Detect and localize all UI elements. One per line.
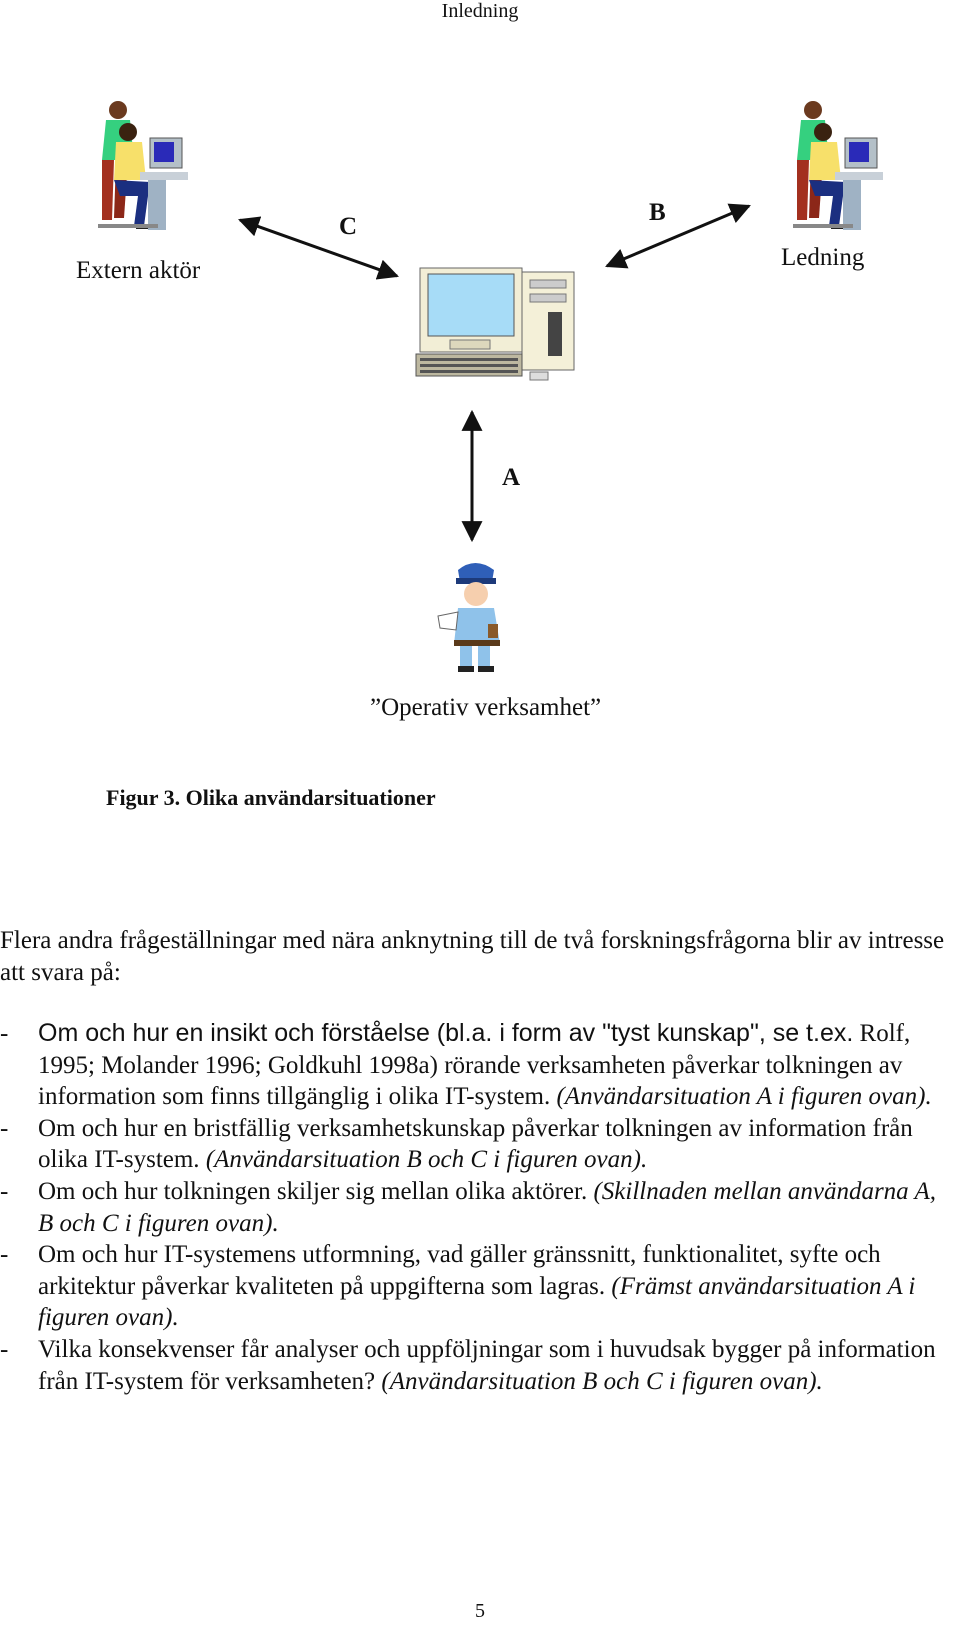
- label-ledning: Ledning: [781, 244, 865, 271]
- list-item-reference: (Skillnaden mellan användarna A, B och C i figuren ovan).: [38, 1177, 936, 1237]
- label-extern-aktor: Extern aktör: [76, 257, 201, 284]
- list-item-text: Om och hur IT-systemens utformning, vad gäller gränssnitt, funktionalitet, syfte och arkitektur påverkar kvaliteten på uppgifterna som lagras.: [38, 1241, 881, 1300]
- list-item-reference: (Användarsituation A i figuren ovan).: [556, 1083, 932, 1111]
- page-header: Inledning: [441, 0, 519, 22]
- desktop-computer-icon: [416, 268, 574, 380]
- intro-paragraph: Flera andra frågeställningar med nära anknytning till de två forskningsfrågorna blir av intresse att svara på:: [0, 927, 945, 986]
- list-dash: -: [0, 1335, 9, 1363]
- list-item-reference: (Användarsituation B och C i figuren ovan).: [205, 1146, 648, 1174]
- list-dash: -: [0, 1114, 9, 1142]
- label-c: C: [339, 213, 358, 240]
- figure-caption: Figur 3. Olika användarsituationer: [106, 785, 436, 810]
- label-operativ-verksamhet: ”Operativ verksamhet”: [370, 694, 602, 721]
- arrow-b: [607, 206, 749, 266]
- list-item: [0, 1018, 955, 1113]
- people-at-computer-icon: [98, 101, 188, 230]
- list-item-text: Om och hur en bristfällig verksamhetskunskap påverkar tolkningen av information från olika IT-system.: [38, 1114, 913, 1174]
- list-item-text: Vilka konsekvenser får analyser och uppföljningar som i huvudsak bygger på information från IT-system för verksamheten?: [38, 1335, 936, 1395]
- arrow-c: [240, 220, 397, 276]
- people-at-computer-icon: [793, 101, 883, 230]
- label-a: A: [502, 464, 521, 491]
- list-dash: -: [0, 1177, 9, 1205]
- list-item-text: Om och hur tolkningen skiljer sig mellan olika aktörer.: [38, 1177, 594, 1205]
- usage-figure: [0, 0, 960, 760]
- list-item-sans-text: Om och hur en insikt och förståelse (bl.a. i form av "tyst kunskap", se t.ex.: [38, 1019, 854, 1047]
- list-item-reference: (Främst användarsituation A i figuren ovan).: [38, 1272, 916, 1332]
- list-item-text: Rolf, 1995; Molander 1996; Goldkuhl 1998a) rörande verksamheten påverkar tolkningen av information som finns tillgänglig i olika IT-system.: [38, 1020, 911, 1111]
- label-b: B: [649, 199, 666, 226]
- list-item: [0, 1334, 955, 1397]
- list-item: [0, 1113, 955, 1176]
- list-item: [0, 1176, 955, 1239]
- list-dash: -: [0, 1020, 9, 1047]
- list-item: [0, 1239, 955, 1334]
- police-officer-icon: [438, 563, 500, 672]
- list-dash: -: [0, 1241, 9, 1269]
- list-item-reference: (Användarsituation B och C i figuren ovan).: [381, 1367, 823, 1395]
- page-number: 5: [475, 1600, 485, 1622]
- question-list: [0, 1018, 955, 1397]
